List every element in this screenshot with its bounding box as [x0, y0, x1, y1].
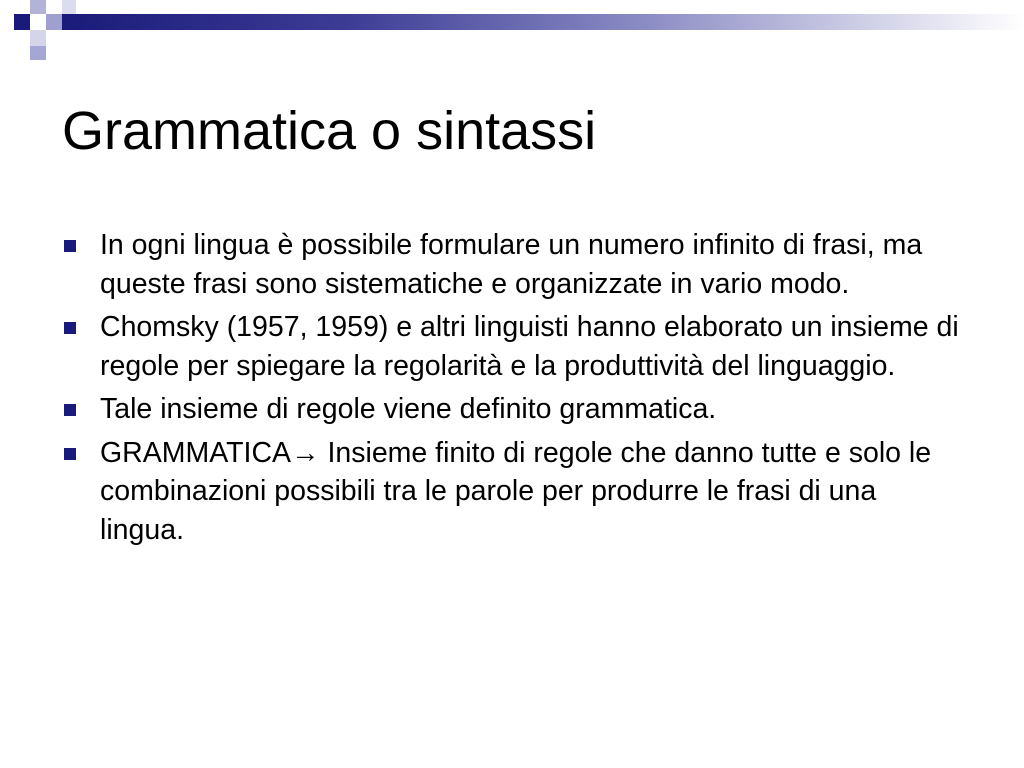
gradient-bar	[62, 14, 1024, 30]
bullet-text: Chomsky (1957, 1959) e altri linguisti hanno elaborato un insieme di regole per spiegare la regolarità e la produttività del linguaggio.	[100, 311, 959, 382]
bullet-item	[62, 226, 962, 303]
bullet-list	[62, 226, 962, 554]
bullet-text: GRAMMATICA→ Insieme finito di regole che danno tutte e solo le combinazioni possibili tra le parole per produrre le frasi di una lingua.	[100, 436, 932, 546]
decor-square	[30, 30, 46, 46]
square-bullet-icon	[64, 322, 76, 334]
bullet-text: Tale insieme di regole viene definito grammatica.	[100, 393, 717, 425]
decor-square	[62, 0, 76, 14]
square-bullet-icon	[64, 448, 76, 460]
decor-square	[14, 14, 30, 30]
decor-square	[30, 0, 46, 14]
decor-square	[30, 46, 46, 60]
bullet-item	[62, 390, 962, 429]
bullet-item	[62, 308, 962, 385]
square-bullet-icon	[64, 404, 76, 416]
slide-title: Grammatica o sintassi	[62, 101, 597, 161]
bullet-text: In ogni lingua è possibile formulare un numero infinito di frasi, ma queste frasi sono sistematiche e organizzate in vario modo.	[100, 229, 923, 300]
square-bullet-icon	[64, 240, 76, 252]
header-decoration	[0, 0, 1024, 70]
decor-square	[46, 14, 62, 30]
bullet-item	[62, 434, 962, 550]
